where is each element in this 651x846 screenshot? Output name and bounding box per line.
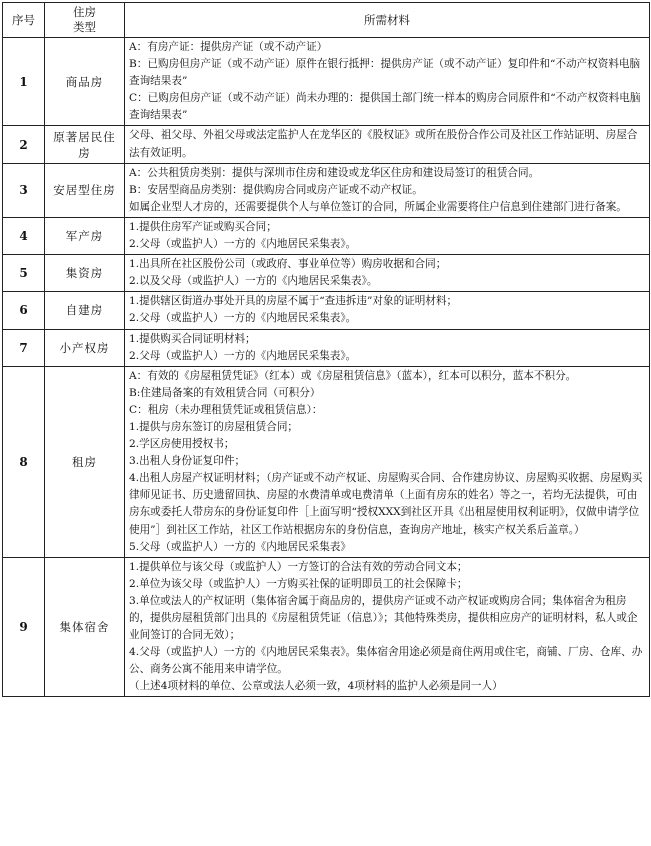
material-line: B：安居型商品房类别：提供购房合同或房产证或不动产权证。 <box>129 183 423 196</box>
required-materials <box>125 329 650 366</box>
header-type-part: 类型 <box>73 20 96 34</box>
table-header-row <box>3 3 650 38</box>
table-row <box>3 217 650 254</box>
table-row <box>3 38 650 126</box>
table-row <box>3 255 650 292</box>
material-line: 2.学区房使用授权书； <box>129 438 235 451</box>
material-line: 3.出租人身份证复印件； <box>129 455 246 468</box>
table-row <box>3 126 650 163</box>
table-row <box>3 292 650 329</box>
table-row <box>3 163 650 217</box>
header-no: 序号 <box>3 3 45 38</box>
required-materials <box>125 255 650 292</box>
material-line: A：有效的《房屋租赁凭证》（红本）或《房屋租赁信息》（蓝本），红本可以积分，蓝本不积分。 <box>129 369 577 382</box>
table-row <box>3 557 650 697</box>
table-row <box>3 329 650 366</box>
material-line: （上述4项材料的单位、公章或法人必须一致，4项材料的监护人必须是同一人） <box>129 680 503 693</box>
row-number: 9 <box>3 557 45 697</box>
material-line: 父母、祖父母、外祖父母或法定监护人在龙华区的《股权证》或所在股份合作公司及社区工作站证明、房屋合法有效证明。 <box>129 129 638 159</box>
required-materials <box>125 292 650 329</box>
material-line: C：已购房但房产证（或不动产证）尚未办理的：提供国土部门统一样本的购房合同原件和“不动产权资料电脑查询结果表” <box>129 92 641 122</box>
required-materials <box>125 38 650 126</box>
material-line: 2.父母（或监护人）一方的《内地居民采集表》。 <box>129 312 357 325</box>
material-line: 1.提供单位与该父母（或监护人）一方签订的合法有效的劳动合同文本； <box>129 560 468 573</box>
housing-type: 小产权房 <box>45 329 125 366</box>
housing-materials-table <box>2 2 650 697</box>
required-materials <box>125 126 650 163</box>
header-type <box>45 3 125 38</box>
material-line: 1.出具所在社区股份公司（或政府、事业单位等）购房收据和合同； <box>129 258 447 271</box>
required-materials <box>125 557 650 697</box>
material-line: 1.提供辖区街道办事处开具的房屋不属于“查违拆违”对象的证明材料； <box>129 295 458 308</box>
housing-type: 集资房 <box>45 255 125 292</box>
housing-type: 原著居民住房 <box>45 126 125 163</box>
row-number: 2 <box>3 126 45 163</box>
required-materials <box>125 163 650 217</box>
row-number: 3 <box>3 163 45 217</box>
row-number: 4 <box>3 217 45 254</box>
material-line: 1.提供购买合同证明材料； <box>129 332 256 345</box>
row-number: 8 <box>3 366 45 557</box>
table-body <box>3 38 650 697</box>
material-line: 1.提供与房东签订的房屋租赁合同； <box>129 420 299 433</box>
material-line: B:住建局备案的有效租赁合同（可积分） <box>129 386 321 399</box>
header-type-part: 住房 <box>73 5 96 19</box>
material-line: 2.父母（或监护人）一方的《内地居民采集表》。 <box>129 349 357 362</box>
housing-type: 租房 <box>45 366 125 557</box>
material-line: A：公共租赁房类别：提供与深圳市住房和建设或龙华区住房和建设局签订的租赁合同。 <box>129 166 540 179</box>
material-line: 2.父母（或监护人）一方的《内地居民采集表》。 <box>129 238 357 251</box>
required-materials <box>125 217 650 254</box>
material-line: 4.父母（或监护人）一方的《内地居民采集表》。集体宿舍用途必须是商住两用或住宅，商铺、厂房、仓库、办公、商务公寓不能用来申请学位。 <box>129 646 643 676</box>
housing-type: 自建房 <box>45 292 125 329</box>
header-type-label <box>73 5 96 34</box>
material-line: B：已购房但房产证（或不动产证）原件在银行抵押：提供房产证（或不动产证）复印件和“不动产权资料电脑查询结果表” <box>129 58 641 88</box>
housing-type: 军产房 <box>45 217 125 254</box>
material-line: C：租房（未办理租赁凭证或租赁信息）： <box>129 403 323 416</box>
material-line: 4.出租人房屋产权证明材料；（房产证或不动产权证、房屋购买合同、合作建房协议、房屋购买收据、房屋购买律师见证书、历史遗留回执、房屋的水费清单或电费清单（上面有房东的姓名）等之一，若均无法提供，可由房东或委托人带房东的身份证复印件［上面写明“授权XXX到社区开具《出租屋使用权利证明》，仅做申请学位使用”］到社区工作站，社区工作站根据房东的身份信息，查询房产地址，核实产权关系后盖章。） <box>129 472 643 536</box>
material-line: 1.提供住房军产证或购买合同； <box>129 220 277 233</box>
housing-type: 集体宿舍 <box>45 557 125 697</box>
material-line: 如属企业型人才房的，还需要提供个人与单位签订的合同，所属企业需要将住户信息到住建部门进行备案。 <box>129 200 627 213</box>
row-number: 5 <box>3 255 45 292</box>
housing-type: 商品房 <box>45 38 125 126</box>
material-line: 2.以及父母（或监护人）一方的《内地居民采集表》。 <box>129 275 378 288</box>
row-number: 6 <box>3 292 45 329</box>
material-line: 3.单位或法人的产权证明（集体宿舍属于商品房的，提供房产证或不动产权证或购房合同；集体宿舍为租房的，提供房屋租赁部门出具的《房屋租赁凭证（信息）》；其他特殊类房，提供相应房产的证明材料，私人或企业间签订的合同无效）； <box>129 594 638 642</box>
table-row <box>3 366 650 557</box>
housing-type: 安居型住房 <box>45 163 125 217</box>
required-materials <box>125 366 650 557</box>
header-materials: 所需材料 <box>125 3 650 38</box>
row-number: 1 <box>3 38 45 126</box>
material-line: 2.单位为该父母（或监护人）一方购买社保的证明即员工的社会保障卡； <box>129 577 468 590</box>
row-number: 7 <box>3 329 45 366</box>
material-line: 5.父母（或监护人）一方的《内地居民采集表》 <box>129 540 351 553</box>
material-line: A：有房产证：提供房产证（或不动产证） <box>129 41 328 53</box>
